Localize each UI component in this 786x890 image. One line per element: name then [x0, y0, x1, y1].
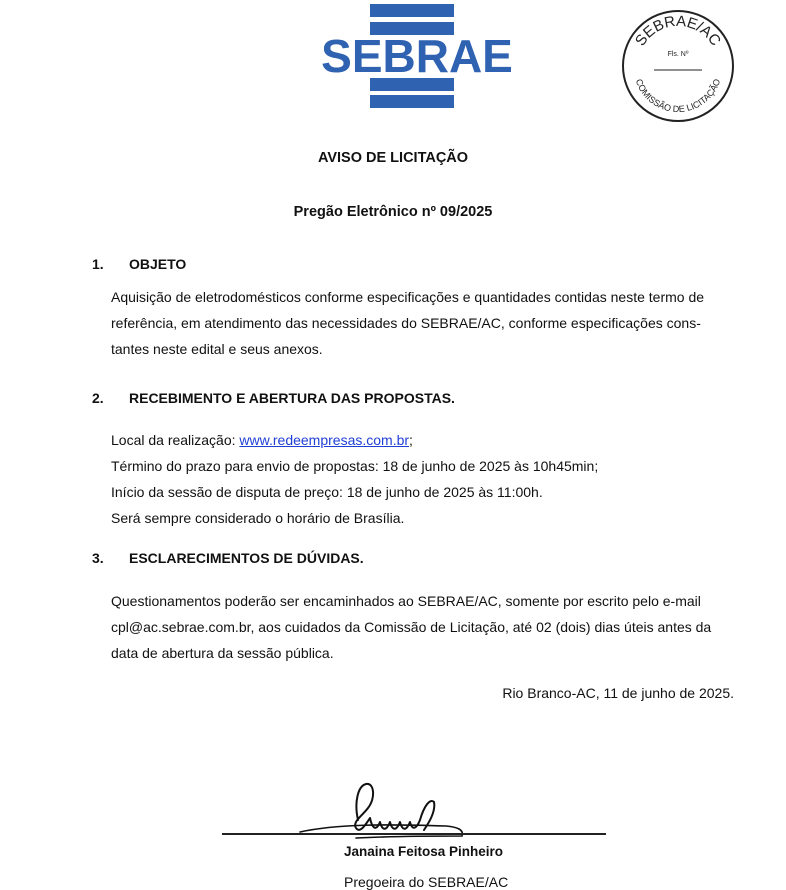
svg-text:SEBRAE/AC: [632, 13, 724, 50]
sebrae-logo: [318, 2, 516, 108]
section-1-line-2: referência, em atendimento das necessidades do SEBRAE/AC, conforme especificações cons-: [111, 315, 701, 331]
section-1-number: 1.: [92, 256, 104, 272]
section-2-title: RECEBIMENTO E ABERTURA DAS PROPOSTAS.: [129, 390, 455, 406]
section-3-line-2: cpl@ac.sebrae.com.br, aos cuidados da Comissão de Licitação, até 02 (dois) dias úteis antes da: [111, 619, 712, 635]
stamp-bottom-text: COMISSÃO DE LICITAÇÃO: [633, 77, 723, 115]
local-link[interactable]: www.redeempresas.com.br: [239, 432, 410, 448]
section-3-title: ESCLARECIMENTOS DE DÚVIDAS.: [129, 550, 364, 566]
signatory-name: Janaina Feitosa Pinheiro: [344, 844, 504, 859]
section-1-title: OBJETO: [129, 256, 187, 272]
section-3-number: 3.: [92, 550, 104, 566]
inicio-line: Início da sessão de disputa de preço: 18 de junho de 2025 às 11:00h.: [111, 484, 543, 500]
document-subtitle: Pregão Eletrônico nº 09/2025: [293, 204, 493, 220]
section-1-line-1: Aquisição de eletrodomésticos conforme especificações e quantidades contidas neste termo de: [111, 289, 705, 305]
section-1-line-3: tantes neste edital e seus anexos.: [111, 341, 323, 357]
logo-text: SEBRAE: [321, 30, 513, 82]
protocol-stamp: [620, 8, 736, 124]
date-line: Rio Branco-AC, 11 de junho de 2025.: [502, 685, 734, 701]
svg-text:COMISSÃO DE LICITAÇÃO: [634, 78, 722, 115]
termino-line: Término do prazo para envio de propostas: 18 de junho de 2025 às 10h45min;: [111, 458, 599, 474]
section-3-line-3: data de abertura da sessão pública.: [111, 645, 334, 661]
local-suffix: ;: [409, 432, 413, 448]
section-2-number: 2.: [92, 390, 104, 406]
signatory-role: Pregoeira do SEBRAE/AC: [344, 874, 509, 890]
stamp-top-text: SEBRAE/AC: [631, 12, 725, 50]
document-title: AVISO DE LICITAÇÃO: [317, 150, 469, 166]
horario-line: Será sempre considerado o horário de Brasília.: [111, 510, 405, 526]
signature-line: [222, 833, 606, 835]
stamp-field-label: Fls. Nº: [667, 51, 689, 58]
local-label: Local da realização:: [111, 432, 240, 448]
section-3-line-1: Questionamentos poderão ser encaminhados ao SEBRAE/AC, somente por escrito pelo e-mail: [111, 593, 701, 609]
local-line: [111, 432, 413, 448]
